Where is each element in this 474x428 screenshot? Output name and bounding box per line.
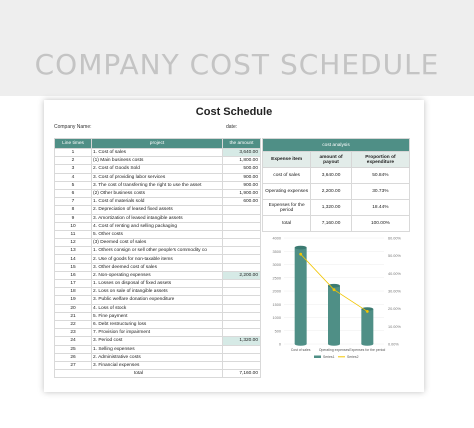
row-project: 1. Losses on disposal of fixed assets — [92, 280, 223, 288]
analysis-item: Operating expenses — [263, 184, 311, 200]
row-project: 3. The cost of transferring the right to use the asset — [92, 181, 223, 189]
header-expense-item: Expense item — [263, 152, 311, 168]
row-project: 2. Administrative costs — [92, 353, 223, 361]
table-row — [55, 247, 261, 255]
row-amount: 1,320.00 — [223, 337, 261, 345]
row-amount: 1,800.00 — [223, 157, 261, 165]
table-row — [55, 353, 261, 361]
table-row — [55, 361, 261, 369]
row-project: (2) Other business costs — [92, 189, 223, 197]
analysis-item: total — [263, 216, 311, 232]
header-line-times: Line times — [55, 139, 92, 149]
row-number: 10 — [55, 222, 92, 230]
row-number: 19 — [55, 296, 92, 304]
row-project: (3) Deemed cost of sales — [92, 239, 223, 247]
table-row — [55, 304, 261, 312]
row-number: 13 — [55, 247, 92, 255]
bar-bottom — [361, 342, 373, 346]
row-project: 1. Cost of materials sold — [92, 198, 223, 206]
row-amount — [223, 345, 261, 353]
y2-tick-label: 30.00% — [388, 289, 401, 294]
table-row — [55, 320, 261, 328]
row-project: 4. Cost of renting and selling packaging — [92, 222, 223, 230]
row-project: 3. Public welfare donation expenditure — [92, 296, 223, 304]
row-number: 26 — [55, 353, 92, 361]
table-row — [55, 157, 261, 165]
total-row — [55, 370, 261, 378]
table-row — [55, 288, 261, 296]
header-project: project — [92, 139, 223, 149]
row-number: 27 — [55, 361, 92, 369]
y-tick-label: 3000 — [272, 263, 281, 267]
y2-tick-label: 50.00% — [388, 254, 401, 259]
row-amount: 500.00 — [223, 165, 261, 173]
row-project: 3. Cost of providing labor services — [92, 173, 223, 181]
row-number: 24 — [55, 337, 92, 345]
y-tick-label: 3500 — [272, 249, 281, 254]
legend-swatch-series1 — [314, 356, 321, 359]
row-number: 18 — [55, 288, 92, 296]
cost-table-body — [55, 149, 261, 378]
analysis-row — [263, 216, 410, 232]
table-row — [55, 312, 261, 320]
y2-tick-label: 20.00% — [388, 307, 401, 312]
x-tick-label: Operating expenses — [318, 348, 350, 352]
row-amount: 900.00 — [223, 181, 261, 189]
table-row — [55, 198, 261, 206]
row-amount — [223, 255, 261, 263]
row-amount — [223, 320, 261, 328]
header-amount: the amount — [223, 139, 261, 149]
row-number: 22 — [55, 320, 92, 328]
table-row — [55, 271, 261, 279]
row-project: 3. Financial expenses — [92, 361, 223, 369]
row-amount — [223, 304, 261, 312]
row-amount: 2,200.00 — [223, 271, 261, 279]
row-number: 9 — [55, 214, 92, 222]
analysis-row — [263, 200, 410, 216]
row-amount — [223, 214, 261, 222]
analysis-row — [263, 184, 410, 200]
table-row — [55, 222, 261, 230]
total-label: total — [55, 370, 223, 378]
table-row — [55, 173, 261, 181]
header-amount-of-payout: amount of payout — [311, 152, 352, 168]
y2-tick-label: 0.00% — [388, 342, 399, 347]
row-project: 1. Selling expenses — [92, 345, 223, 353]
series2-point — [333, 288, 336, 291]
row-project: 3. Period cost — [92, 337, 223, 345]
company-name-label: Company Name: — [54, 124, 92, 130]
row-project: 4. Loss of stock — [92, 304, 223, 312]
table-row — [55, 329, 261, 337]
analysis-amount: 7,160.00 — [311, 216, 352, 232]
y-tick-label: 0 — [278, 342, 281, 347]
row-amount — [223, 329, 261, 337]
row-number: 3 — [55, 165, 92, 173]
legend-label-series2: Series2 — [347, 355, 359, 359]
table-row — [55, 345, 261, 353]
table-row — [55, 280, 261, 288]
row-number: 15 — [55, 263, 92, 271]
analysis-item: cost of sales — [263, 168, 311, 184]
row-number: 12 — [55, 239, 92, 247]
row-number: 17 — [55, 280, 92, 288]
spreadsheet-preview — [44, 100, 424, 392]
header-proportion: Proportion of expenditure — [351, 152, 409, 168]
table-row — [55, 230, 261, 238]
row-project: 2. Cost of Goods Sold — [92, 165, 223, 173]
row-amount: 900.00 — [223, 173, 261, 181]
row-number: 25 — [55, 345, 92, 353]
row-number: 6 — [55, 189, 92, 197]
row-project: 2. Non-operating expenses — [92, 271, 223, 279]
row-amount — [223, 222, 261, 230]
row-amount — [223, 312, 261, 320]
table-row — [55, 165, 261, 173]
cost-chart — [260, 232, 418, 362]
row-project: 3. Other deemed cost of sales — [92, 263, 223, 271]
y-tick-label: 1500 — [272, 302, 281, 307]
table-row — [55, 214, 261, 222]
row-project: 7. Provision for impairment — [92, 329, 223, 337]
banner-title: COMPANY COST SCHEDULE — [34, 48, 440, 81]
row-amount — [223, 206, 261, 214]
row-project: 3. Amortization of leased intangible assets — [92, 214, 223, 222]
row-number: 8 — [55, 206, 92, 214]
row-number: 1 — [55, 149, 92, 157]
row-project: (1) Main business costs — [92, 157, 223, 165]
cost-analysis-title: cost analysis — [263, 139, 410, 152]
analysis-amount: 2,200.00 — [311, 184, 352, 200]
total-value: 7,160.00 — [223, 370, 261, 378]
table-row — [55, 206, 261, 214]
analysis-item: Expenses for the period — [263, 200, 311, 216]
row-number: 23 — [55, 329, 92, 337]
row-number: 4 — [55, 173, 92, 181]
row-amount — [223, 353, 261, 361]
row-amount — [223, 361, 261, 369]
x-tick-label: Cost of sales — [290, 348, 311, 352]
row-number: 14 — [55, 255, 92, 263]
row-number: 16 — [55, 271, 92, 279]
y-tick-label: 1000 — [272, 316, 281, 320]
bar — [328, 286, 340, 344]
row-amount — [223, 263, 261, 271]
bar-bottom — [328, 342, 340, 346]
series2-point — [366, 310, 369, 313]
row-amount — [223, 280, 261, 288]
row-number: 20 — [55, 304, 92, 312]
y-tick-label: 4000 — [272, 236, 281, 241]
cost-table — [54, 138, 261, 378]
cost-table-header — [55, 139, 261, 149]
y-tick-label: 2000 — [272, 289, 281, 294]
bar — [295, 248, 307, 344]
row-amount — [223, 296, 261, 304]
y2-tick-label: 60.00% — [388, 236, 401, 241]
row-number: 2 — [55, 157, 92, 165]
table-row — [55, 337, 261, 345]
cost-analysis-table — [262, 138, 410, 232]
row-project: 2. Use of goods for non-taxable items — [92, 255, 223, 263]
table-row — [55, 296, 261, 304]
table-row — [55, 239, 261, 247]
analysis-amount: 1,320.00 — [311, 200, 352, 216]
row-project: 6. Debt restructuring loss — [92, 320, 223, 328]
row-number: 5 — [55, 181, 92, 189]
row-project: 1. Others consign or sell other people's commodity co — [92, 247, 223, 255]
y-tick-label: 2500 — [272, 276, 281, 281]
table-row — [55, 255, 261, 263]
analysis-pct: 50.84% — [351, 168, 409, 184]
row-amount — [223, 288, 261, 296]
banner — [0, 0, 474, 96]
row-amount: 3,640.00 — [223, 149, 261, 157]
row-number: 11 — [55, 230, 92, 238]
analysis-pct: 18.44% — [351, 200, 409, 216]
sheet-title: Cost Schedule — [195, 106, 273, 118]
table-row — [55, 263, 261, 271]
row-project: 5. Fine payment — [92, 312, 223, 320]
row-project: 1. Cost of sales — [92, 149, 223, 157]
analysis-row — [263, 168, 410, 184]
row-amount — [223, 230, 261, 238]
series2-point — [299, 253, 302, 256]
row-amount: 1,900.00 — [223, 189, 261, 197]
bar — [361, 309, 373, 344]
row-amount — [223, 247, 261, 255]
bar-bottom — [295, 342, 307, 346]
row-amount: 600.00 — [223, 198, 261, 206]
row-project: 2. Loss on sale of intangible assets — [92, 288, 223, 296]
table-row — [55, 149, 261, 157]
date-label: date: — [226, 124, 238, 130]
analysis-amount: 3,640.00 — [311, 168, 352, 184]
row-project: 2. Depreciation of leased fixed assets — [92, 206, 223, 214]
bar-top — [295, 246, 307, 250]
table-row — [55, 189, 261, 197]
cost-analysis-body — [263, 168, 410, 232]
row-number: 7 — [55, 198, 92, 206]
y2-tick-label: 10.00% — [388, 324, 401, 329]
row-amount — [223, 239, 261, 247]
analysis-pct: 100.00% — [351, 216, 409, 232]
analysis-pct: 30.73% — [351, 184, 409, 200]
x-tick-label: Expenses for the period — [349, 348, 386, 352]
y2-tick-label: 40.00% — [388, 271, 401, 276]
y-tick-label: 500 — [274, 329, 281, 334]
table-row — [55, 181, 261, 189]
row-number: 21 — [55, 312, 92, 320]
row-project: 5. Other costs — [92, 230, 223, 238]
legend-label-series1: Series1 — [323, 355, 335, 359]
